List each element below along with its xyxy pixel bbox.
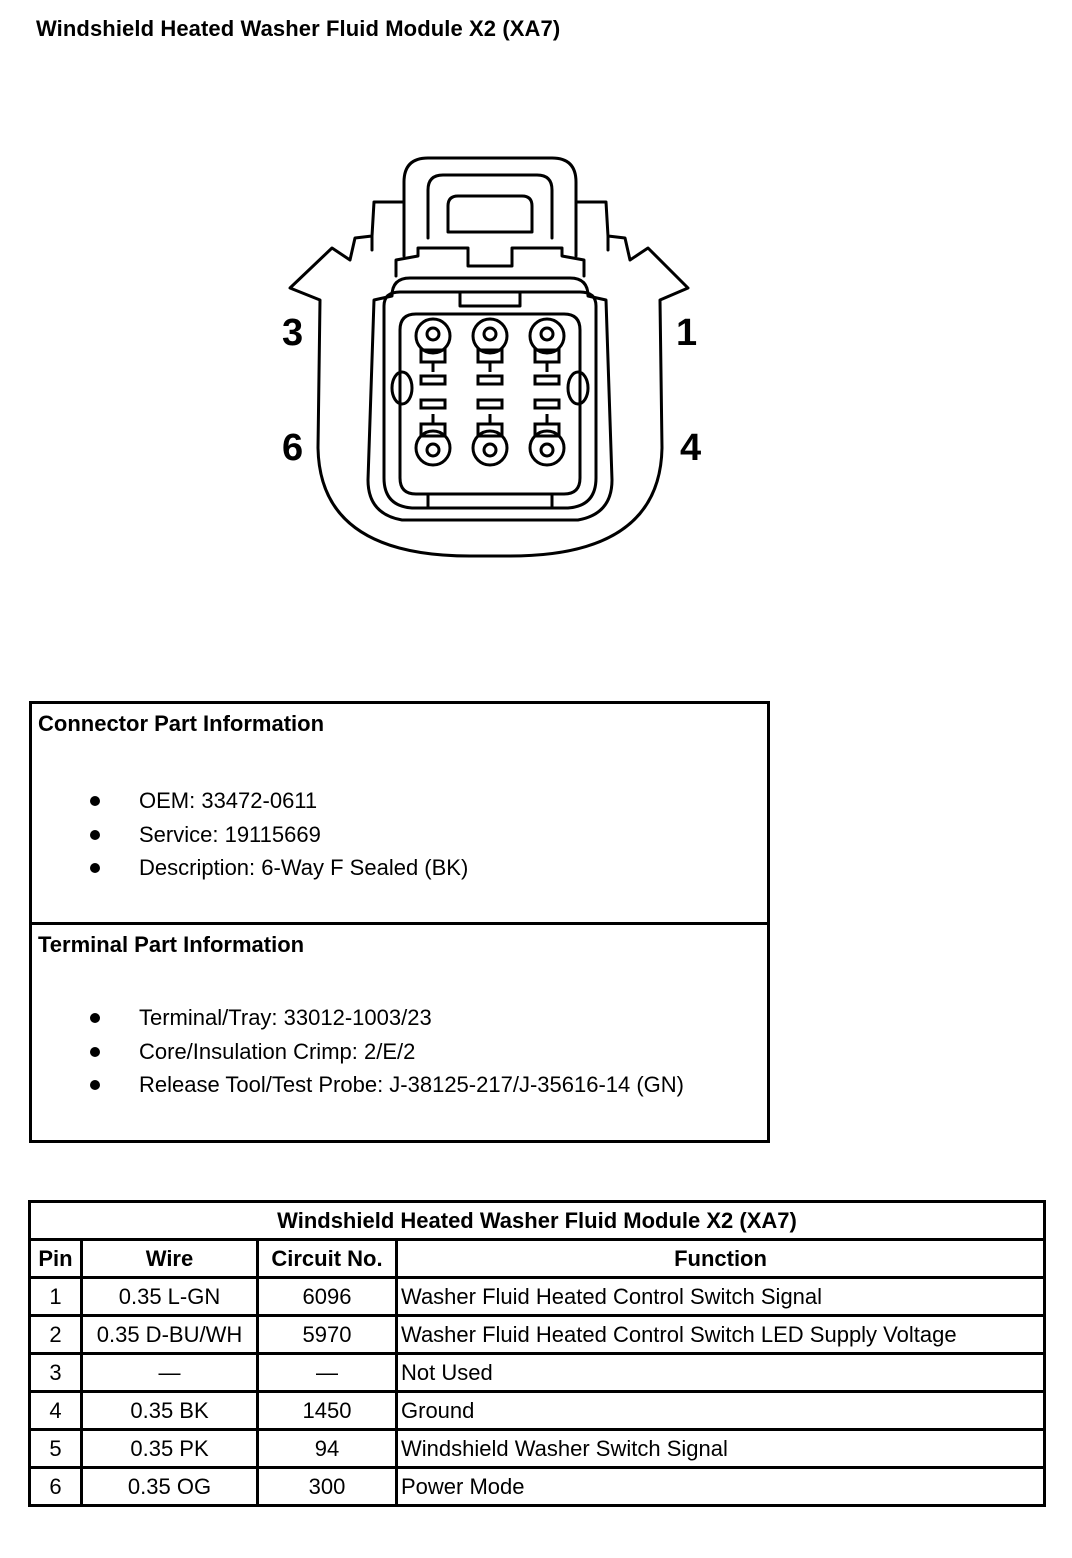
pin-label-4: 4 [680,427,702,469]
function-cell: Windshield Washer Switch Signal [397,1430,1045,1468]
circuit-cell: — [258,1354,397,1392]
function-cell: Washer Fluid Heated Control Switch Signal [397,1278,1045,1316]
terminal-part-info-heading: Terminal Part Information [38,932,305,957]
wire-cell: 0.35 BK [82,1392,258,1430]
circuit-cell: 300 [258,1468,397,1506]
page-title: Windshield Heated Washer Fluid Module X2 (XA7) [36,16,561,41]
bullet-icon [90,830,100,840]
circuit-cell: 94 [258,1430,397,1468]
table-row [30,1354,1045,1392]
pinout-table [28,1200,1046,1507]
pin-label-1: 1 [676,312,698,354]
wire-cell: 0.35 OG [82,1468,258,1506]
terminal-cavity-3 [416,319,450,372]
wire-cell: — [82,1354,258,1392]
pin-cell: 5 [30,1430,82,1468]
column-header-wire: Wire [82,1240,258,1278]
function-cell: Not Used [397,1354,1045,1392]
connector-part-info-heading: Connector Part Information [38,711,325,736]
pin-cell: 2 [30,1316,82,1354]
function-cell: Washer Fluid Heated Control Switch LED Supply Voltage [397,1316,1045,1354]
terminal-part-info-section: Terminal Part Information Terminal/Tray: 33012-1003/23 Core/Insulation Crimp: 2/E/2 Release Tool/Test Probe: J-38125-217/J-35616-14 (GN) [38,932,685,1097]
table-row [30,1316,1045,1354]
terminal-cavity-5 [473,414,507,465]
function-cell: Ground [397,1392,1045,1430]
connector-housing-outline [290,158,688,556]
column-header-pin: Pin [30,1240,82,1278]
bullet-icon [90,1047,100,1057]
table-title-row [30,1202,1045,1240]
wire-cell: 0.35 L-GN [82,1278,258,1316]
table-row [30,1278,1045,1316]
column-header-function: Function [397,1240,1045,1278]
pin-cell: 6 [30,1468,82,1506]
circuit-cell: 1450 [258,1392,397,1430]
connector-part-info-section: Connector Part Information OEM: 33472-0611 Service: 19115669 Description: 6-Way F Sealed (BK) [32,704,767,925]
bullet-icon [90,1013,100,1023]
bullet-icon [90,1080,100,1090]
circuit-cell: 5970 [258,1316,397,1354]
function-cell: Power Mode [397,1468,1045,1506]
table-header-row [30,1240,1045,1278]
column-header-circuit: Circuit No. [258,1240,397,1278]
table-row [30,1430,1045,1468]
terminal-cavity-4 [530,414,564,465]
table-row [30,1392,1045,1430]
circuit-cell: 6096 [258,1278,397,1316]
pin-label-6: 6 [282,427,304,469]
terminal-cavity-6 [416,414,450,465]
pin-cell: 1 [30,1278,82,1316]
wire-cell: 0.35 D-BU/WH [82,1316,258,1354]
part-information-box [29,701,770,1143]
connector-face-diagram [0,0,1072,640]
pin-cell: 4 [30,1392,82,1430]
wire-cell: 0.35 PK [82,1430,258,1468]
bullet-icon [90,796,100,806]
table-row [30,1468,1045,1506]
terminal-cavity-1 [530,319,564,372]
pin-cell: 3 [30,1354,82,1392]
pin-label-3: 3 [282,312,304,354]
terminal-cavity-2 [473,319,507,372]
table-title: Windshield Heated Washer Fluid Module X2 (XA7) [30,1202,1045,1240]
bullet-icon [90,863,100,873]
